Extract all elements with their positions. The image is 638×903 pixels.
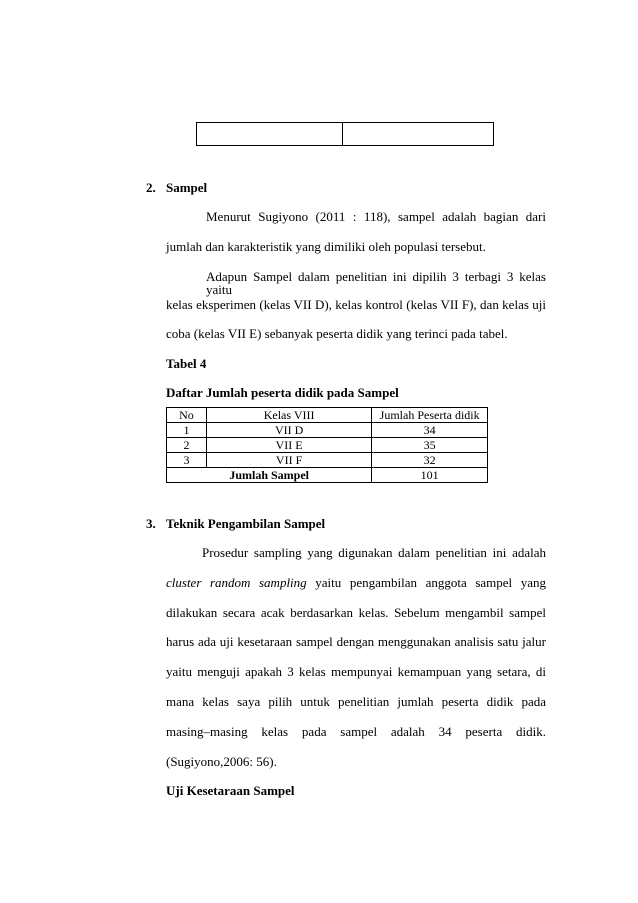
subheading-uji-kesetaraan: Uji Kesetaraan Sampel xyxy=(166,783,295,798)
cell-no: 2 xyxy=(167,438,207,453)
total-value: 101 xyxy=(372,468,488,483)
cell-jumlah: 35 xyxy=(372,438,488,453)
table-row xyxy=(167,438,488,453)
section-2-number: 2. xyxy=(146,180,156,195)
section-3-title: Teknik Pengambilan Sampel xyxy=(166,516,326,531)
table-total-row xyxy=(167,468,488,483)
section-3-line6: mana kelas saya pilih untuk penelitian jumlah peserta didik pada xyxy=(166,694,546,709)
total-label: Jumlah Sampel xyxy=(167,468,372,483)
cell-kelas: VII D xyxy=(206,423,371,438)
header-no: No xyxy=(167,408,207,423)
section-2-p2-line3: coba (kelas VII E) sebanyak peserta didik yang terinci pada tabel. xyxy=(166,326,508,341)
top-table-fragment xyxy=(196,122,494,146)
cell-jumlah: 34 xyxy=(372,423,488,438)
table-row xyxy=(167,453,488,468)
table-row xyxy=(167,423,488,438)
italic-term: cluster random sampling xyxy=(166,575,307,590)
header-kelas: Kelas VIII xyxy=(206,408,371,423)
section-2-p2-line1: Adapun Sampel dalam penelitian ini dipilih 3 terbagi 3 kelas yaitu xyxy=(206,269,546,297)
section-3-line8: (Sugiyono,2006: 56). xyxy=(166,754,277,769)
cell-kelas: VII F xyxy=(206,453,371,468)
section-3-line1: Prosedur sampling yang digunakan dalam penelitian ini adalah xyxy=(202,545,546,560)
section-3-line2 xyxy=(166,576,546,589)
section-3-line5: yaitu menguji apakah 3 kelas mempunyai kemampuan yang setara, di xyxy=(166,664,546,679)
cell-no: 1 xyxy=(167,423,207,438)
section-3-line2-rest: yaitu pengambilan anggota sampel yang xyxy=(306,575,547,590)
table-caption: Daftar Jumlah peserta didik pada Sampel xyxy=(166,385,399,400)
section-2-p1-line1: Menurut Sugiyono (2011 : 118), sampel adalah bagian dari xyxy=(206,209,546,224)
section-3-number: 3. xyxy=(146,516,156,531)
table-label: Tabel 4 xyxy=(166,356,207,371)
section-3-line3: dilakukan secara acak berdasarkan kelas. Sebelum mengambil sampel xyxy=(166,605,546,620)
table-column-divider xyxy=(342,123,343,145)
table-header-row xyxy=(167,408,488,423)
sample-table xyxy=(166,407,488,483)
cell-jumlah: 32 xyxy=(372,453,488,468)
section-2-p2-line2: kelas eksperimen (kelas VII D), kelas kontrol (kelas VII F), dan kelas uji xyxy=(166,297,546,312)
section-2-title: Sampel xyxy=(166,180,208,195)
cell-kelas: VII E xyxy=(206,438,371,453)
section-3-line4: harus ada uji kesetaraan sampel dengan menggunakan analisis satu jalur xyxy=(166,634,546,649)
section-3-line7: masing–masing kelas pada sampel adalah 34 peserta didik. xyxy=(166,724,546,739)
header-jumlah: Jumlah Peserta didik xyxy=(372,408,488,423)
cell-no: 3 xyxy=(167,453,207,468)
section-2-p1-line2: jumlah dan karakteristik yang dimiliki oleh populasi tersebut. xyxy=(166,239,486,254)
